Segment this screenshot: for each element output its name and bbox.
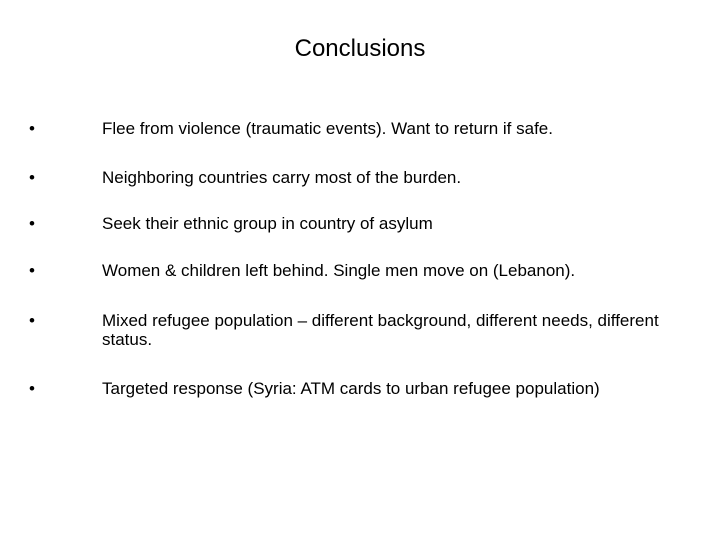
bullet-icon: • xyxy=(29,119,35,138)
bullet-text: Flee from violence (traumatic events). Want to return if safe. xyxy=(102,119,553,138)
bullet-icon: • xyxy=(29,379,35,398)
bullet-text: Seek their ethnic group in country of asylum xyxy=(102,214,433,233)
bullet-icon: • xyxy=(29,214,35,233)
bullet-text: Neighboring countries carry most of the burden. xyxy=(102,168,462,187)
bullet-icon: • xyxy=(29,168,35,187)
bullet-text: Mixed refugee population – different background, different needs, different status. xyxy=(102,311,659,349)
bullet-text: Women & children left behind. Single men move on (Lebanon). xyxy=(102,261,576,280)
bullet-icon: • xyxy=(29,261,35,280)
slide-title: Conclusions xyxy=(294,35,426,62)
bullet-icon: • xyxy=(29,311,35,330)
bullet-text: Targeted response (Syria: ATM cards to urban refugee population) xyxy=(102,379,600,398)
